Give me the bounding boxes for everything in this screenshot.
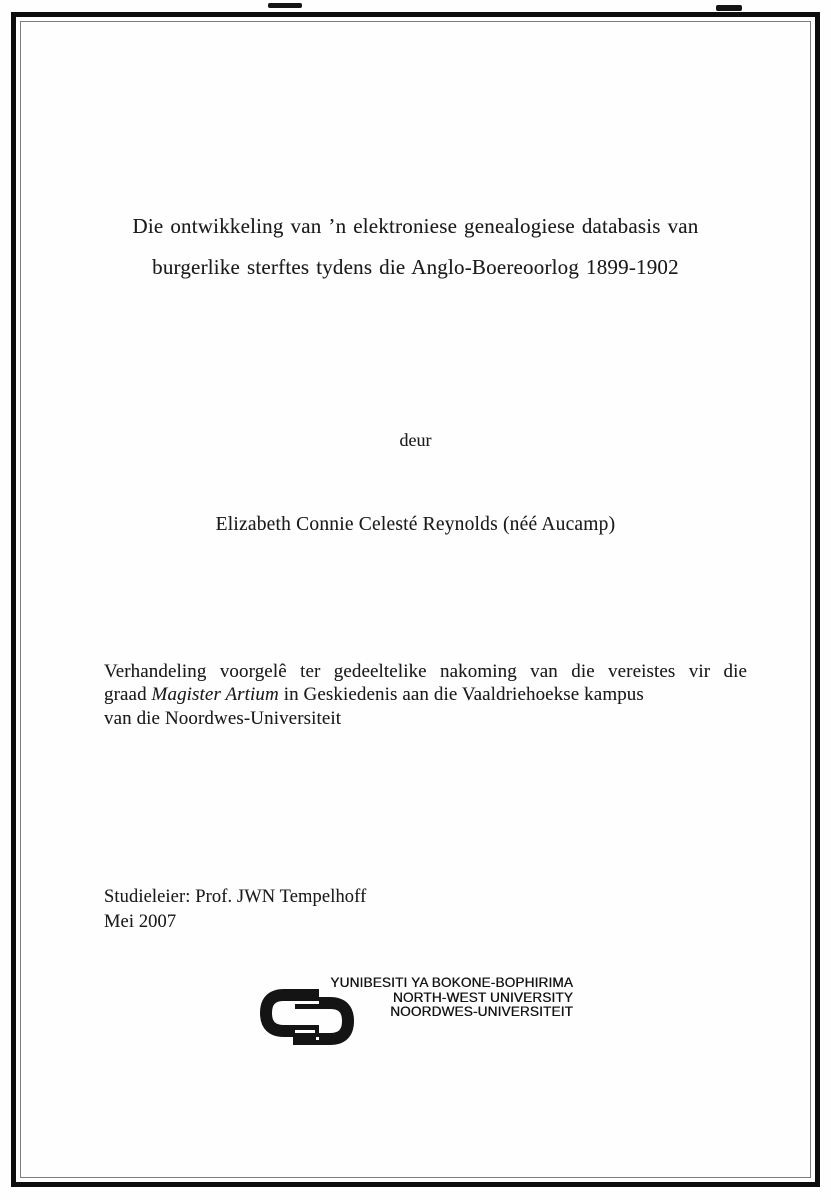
declaration-line2-post: in Geskiedenis aan die Vaaldriehoekse kampus bbox=[278, 684, 644, 706]
byline-label: deur bbox=[399, 430, 432, 450]
thesis-title-line1: Die ontwikkeling van ’n elektroniese genealogiese databasis van bbox=[132, 214, 699, 238]
declaration-line2 bbox=[104, 683, 747, 706]
degree-declaration bbox=[104, 660, 747, 730]
scan-speck bbox=[268, 3, 302, 8]
page-border-inner bbox=[20, 21, 811, 1178]
declaration-degree-name: Magister Artium bbox=[151, 684, 279, 706]
thesis-title bbox=[60, 206, 771, 288]
declaration-line2-pre: graad bbox=[104, 684, 152, 706]
supervisor-block bbox=[104, 885, 366, 934]
logo-name-afrikaans: NOORDWES-UNIVERSITEIT bbox=[390, 1004, 573, 1020]
date-line: Mei 2007 bbox=[104, 911, 177, 932]
declaration-line1: Verhandeling voorgelê ter gedeeltelike nakoming van die vereistes vir die bbox=[104, 661, 747, 682]
supervisor-line: Studieleier: Prof. JWN Tempelhoff bbox=[104, 887, 367, 907]
logo-name-setswana: YUNIBESITI YA BOKONE-BOPHIRIMA bbox=[330, 975, 573, 990]
scan-speck bbox=[716, 5, 742, 11]
logo-name-english: NORTH-WEST UNIVERSITY bbox=[392, 989, 573, 1005]
thesis-title-line2: burgerlike sterftes tydens die Anglo-Boereoorlog 1899-1902 bbox=[152, 255, 679, 279]
author-name: Elizabeth Connie Celesté Reynolds (néé Aucamp) bbox=[215, 514, 616, 535]
declaration-line3: van die Noordwes-Universiteit bbox=[104, 707, 342, 729]
